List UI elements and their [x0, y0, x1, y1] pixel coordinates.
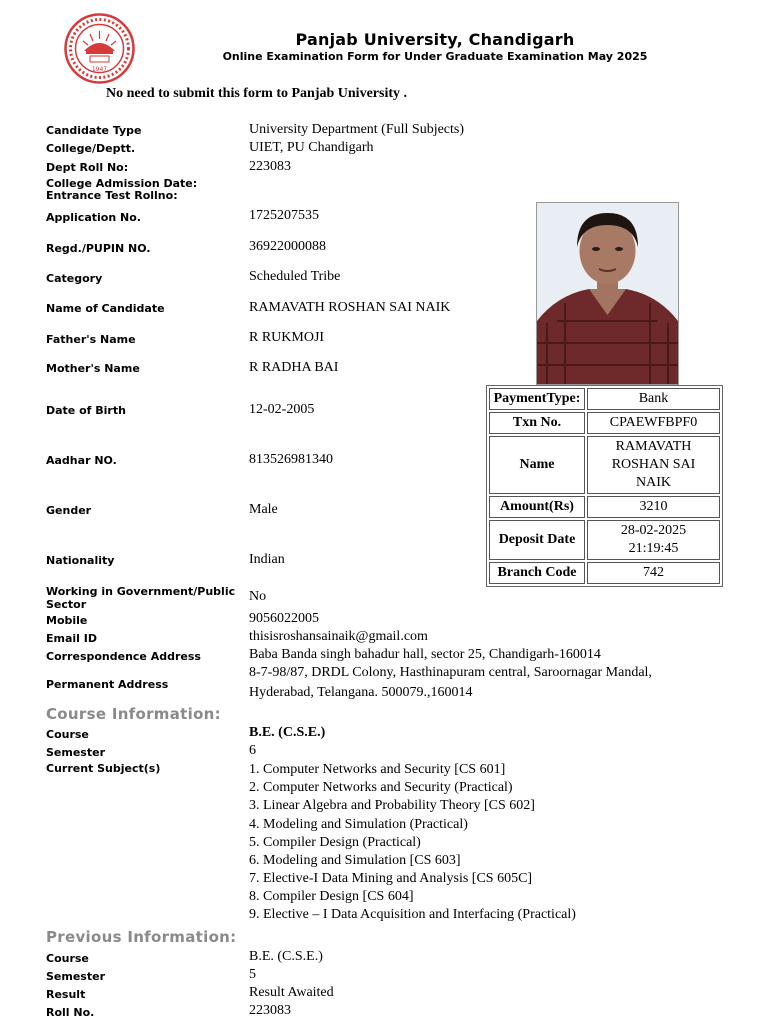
- subject-item: 3. Linear Algebra and Probability Theory [CS 602]: [249, 798, 535, 813]
- payer-name-line3: NAIK: [636, 475, 671, 490]
- label-dob: Date of Birth: [46, 404, 126, 417]
- label-semester: Semester: [46, 746, 105, 759]
- value-application-no: 1725207535: [249, 208, 319, 223]
- deposit-date-line2: 21:19:45: [628, 541, 679, 556]
- subject-item: 1. Computer Networks and Security [CS 601]: [249, 762, 506, 777]
- value-course: B.E. (C.S.E.): [249, 725, 326, 740]
- payment-row-name: [489, 436, 720, 494]
- value-candidate-name: RAMAVATH ROSHAN SAI NAIK: [249, 300, 451, 315]
- payment-row-type: [489, 388, 720, 410]
- label-dept-roll: Dept Roll No:: [46, 161, 129, 174]
- label-aadhar: Aadhar NO.: [46, 454, 117, 467]
- payment-type-value: Bank: [587, 388, 720, 410]
- payment-row-txn: [489, 412, 720, 434]
- txn-no-value: CPAEWFBPF0: [587, 412, 720, 434]
- previous-info-heading: Previous Information:: [46, 928, 237, 946]
- value-gender: Male: [249, 502, 278, 517]
- label-candidate-name: Name of Candidate: [46, 302, 165, 315]
- label-prev-semester: Semester: [46, 970, 105, 983]
- label-gender: Gender: [46, 504, 92, 517]
- subject-item: 4. Modeling and Simulation (Practical): [249, 817, 468, 832]
- amount-value: 3210: [587, 496, 720, 518]
- value-category: Scheduled Tribe: [249, 269, 341, 284]
- value-aadhar: 813526981340: [249, 452, 333, 467]
- label-govt-sector: Working in Government/Public Sector: [46, 585, 236, 611]
- label-father-name: Father's Name: [46, 333, 136, 346]
- label-category: Category: [46, 272, 103, 285]
- course-info-heading: Course Information:: [46, 705, 221, 723]
- subject-item: 6. Modeling and Simulation [CS 603]: [249, 853, 461, 868]
- value-email: thisisroshansainaik@gmail.com: [249, 629, 428, 644]
- label-correspondence-address: Correspondence Address: [46, 650, 201, 663]
- payer-name-value: [587, 436, 720, 494]
- amount-key: Amount(Rs): [489, 496, 585, 518]
- university-title: Panjab University, Chandigarh: [295, 30, 575, 49]
- label-prev-rollno: Roll No.: [46, 1006, 95, 1019]
- branch-code-value: 742: [587, 562, 720, 584]
- deposit-date-line1: 28-02-2025: [620, 523, 687, 538]
- subject-item: 8. Compiler Design [CS 604]: [249, 889, 414, 904]
- submission-note: No need to submit this form to Panjab University .: [106, 86, 407, 101]
- value-father-name: R RUKMOJI: [249, 330, 325, 345]
- value-semester: 6: [249, 743, 256, 758]
- txn-no-key: Txn No.: [489, 412, 585, 434]
- value-permanent-address-line1: 8-7-98/87, DRDL Colony, Hasthinapuram central, Saroornagar Mandal,: [249, 665, 652, 680]
- label-application-no: Application No.: [46, 211, 141, 224]
- form-title: Online Examination Form for Under Graduate Examination May 2025: [222, 50, 648, 63]
- svg-text:1947: 1947: [91, 66, 108, 73]
- payer-name-line2: ROSHAN SAI: [611, 457, 696, 472]
- label-candidate-type: Candidate Type: [46, 124, 142, 137]
- payer-name-key: Name: [489, 436, 585, 494]
- label-mother-name: Mother's Name: [46, 362, 140, 375]
- subject-item: 2. Computer Networks and Security (Practical): [249, 780, 513, 795]
- payer-name-line1: RAMAVATH: [615, 439, 692, 454]
- label-mobile: Mobile: [46, 614, 88, 627]
- value-nationality: Indian: [249, 552, 285, 567]
- label-course: Course: [46, 728, 89, 741]
- value-prev-semester: 5: [249, 967, 256, 982]
- subject-item: 7. Elective-I Data Mining and Analysis [CS 605C]: [249, 871, 533, 886]
- payment-row-branch: [489, 562, 720, 584]
- subject-item: 5. Compiler Design (Practical): [249, 835, 421, 850]
- candidate-photo: [536, 202, 679, 385]
- value-dob: 12-02-2005: [249, 402, 315, 417]
- label-pupin: Regd./PUPIN NO.: [46, 242, 151, 255]
- value-pupin: 36922000088: [249, 239, 326, 254]
- value-mobile: 9056022005: [249, 611, 319, 626]
- deposit-date-value: [587, 520, 720, 560]
- value-prev-course: B.E. (C.S.E.): [249, 949, 323, 964]
- payment-row-amount: [489, 496, 720, 518]
- value-dept-roll: 223083: [249, 159, 291, 174]
- label-admission-date: College Admission Date:: [46, 177, 198, 190]
- subject-item: 9. Elective – I Data Acquisition and Interfacing (Practical): [249, 907, 576, 922]
- value-permanent-address-line2: Hyderabad, Telangana. 500079.,160014: [249, 685, 473, 700]
- label-email: Email ID: [46, 632, 97, 645]
- deposit-date-key: Deposit Date: [489, 520, 585, 560]
- value-prev-result: Result Awaited: [249, 985, 334, 1000]
- label-permanent-address: Permanent Address: [46, 678, 169, 691]
- label-nationality: Nationality: [46, 554, 115, 567]
- value-college: UIET, PU Chandigarh: [249, 140, 374, 155]
- payment-type-key: PaymentType:: [489, 388, 585, 410]
- label-current-subjects: Current Subject(s): [46, 762, 161, 775]
- payment-row-deposit-date: [489, 520, 720, 560]
- value-correspondence-address: Baba Banda singh bahadur hall, sector 25, Chandigarh-160014: [249, 647, 601, 662]
- label-prev-course: Course: [46, 952, 89, 965]
- label-prev-result: Result: [46, 988, 86, 1001]
- branch-code-key: Branch Code: [489, 562, 585, 584]
- label-entrance-rollno: Entrance Test Rollno:: [46, 189, 178, 202]
- label-college: College/Deptt.: [46, 142, 136, 155]
- payment-table: [486, 385, 723, 587]
- value-mother-name: R RADHA BAI: [249, 360, 339, 375]
- value-prev-rollno: 223083: [249, 1003, 291, 1018]
- value-candidate-type: University Department (Full Subjects): [249, 122, 465, 137]
- value-govt-sector: No: [249, 589, 267, 604]
